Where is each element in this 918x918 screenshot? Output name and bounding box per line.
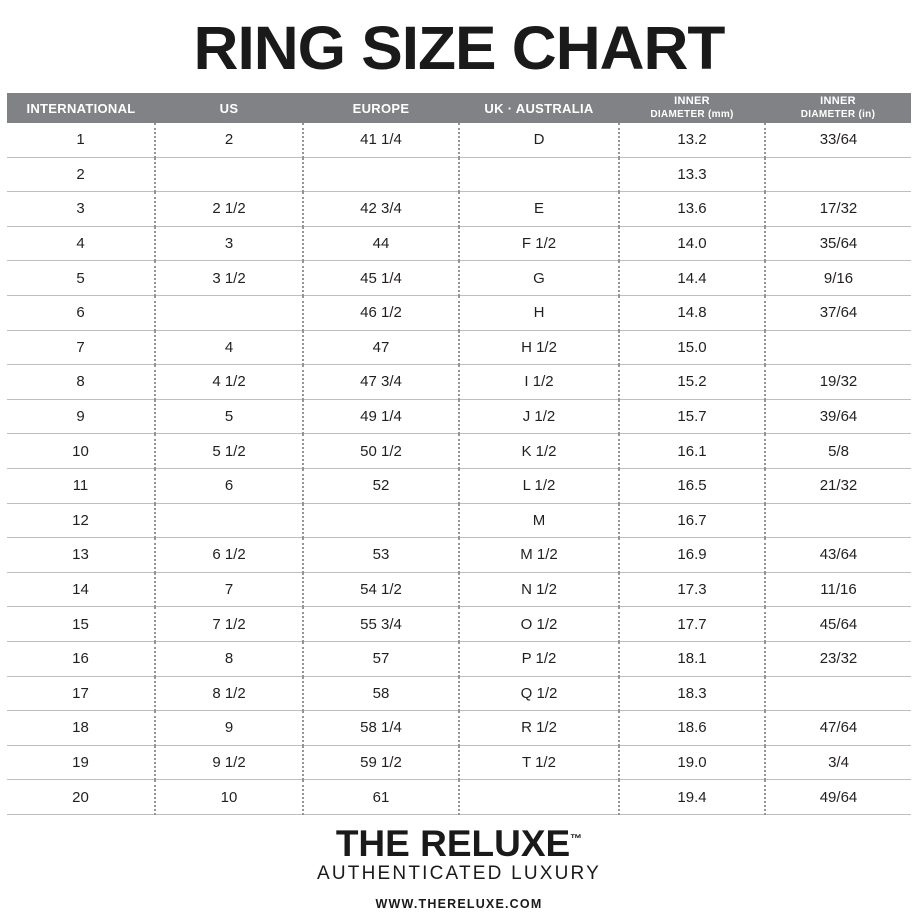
cell-inner-diameter-in: 9/16	[765, 261, 911, 296]
cell-international: 15	[7, 607, 155, 642]
column-header-inner-diameter-in-line1: INNER	[820, 95, 856, 108]
cell-inner-diameter-in: 49/64	[765, 780, 911, 815]
cell-inner-diameter-in: 21/32	[765, 468, 911, 503]
cell-inner-diameter-in: 45/64	[765, 607, 911, 642]
cell-international: 1	[7, 123, 155, 157]
table-row	[7, 330, 911, 365]
brand-url: WWW.THERELUXE.COM	[375, 896, 543, 911]
cell-inner-diameter-mm: 18.6	[619, 711, 765, 746]
cell-inner-diameter-in: 17/32	[765, 192, 911, 227]
cell-inner-diameter-in: 39/64	[765, 399, 911, 434]
table-row	[7, 399, 911, 434]
cell-uk-australia: P 1/2	[459, 641, 619, 676]
table-row	[7, 711, 911, 746]
cell-uk-australia: G	[459, 261, 619, 296]
table-header	[7, 93, 911, 123]
table-row	[7, 780, 911, 815]
table-row	[7, 607, 911, 642]
cell-inner-diameter-in: 47/64	[765, 711, 911, 746]
cell-inner-diameter-in: 11/16	[765, 572, 911, 607]
cell-us: 2 1/2	[155, 192, 303, 227]
cell-inner-diameter-mm: 16.5	[619, 468, 765, 503]
cell-us	[155, 157, 303, 192]
cell-international: 7	[7, 330, 155, 365]
cell-international: 14	[7, 572, 155, 607]
cell-inner-diameter-mm: 19.4	[619, 780, 765, 815]
cell-inner-diameter-mm: 14.0	[619, 226, 765, 261]
cell-us: 6 1/2	[155, 538, 303, 573]
cell-europe: 59 1/2	[303, 745, 459, 780]
cell-europe: 47	[303, 330, 459, 365]
trademark-symbol: ™	[570, 831, 583, 846]
cell-europe: 49 1/4	[303, 399, 459, 434]
cell-inner-diameter-mm: 16.9	[619, 538, 765, 573]
cell-international: 10	[7, 434, 155, 469]
table-row	[7, 295, 911, 330]
cell-uk-australia: H 1/2	[459, 330, 619, 365]
cell-us: 10	[155, 780, 303, 815]
cell-us: 4 1/2	[155, 365, 303, 400]
cell-inner-diameter-in: 35/64	[765, 226, 911, 261]
cell-inner-diameter-in: 19/32	[765, 365, 911, 400]
cell-inner-diameter-mm: 13.6	[619, 192, 765, 227]
cell-inner-diameter-mm: 13.2	[619, 123, 765, 157]
cell-europe: 57	[303, 641, 459, 676]
cell-international: 4	[7, 226, 155, 261]
cell-inner-diameter-mm: 14.4	[619, 261, 765, 296]
cell-inner-diameter-mm: 18.1	[619, 641, 765, 676]
cell-international: 17	[7, 676, 155, 711]
column-header-europe: EUROPE	[303, 93, 459, 123]
column-header-inner-diameter-mm-line2: DIAMETER (mm)	[650, 109, 734, 120]
table-body	[7, 123, 911, 814]
column-header-uk-australia: UK · AUSTRALIA	[459, 93, 619, 123]
cell-us: 5 1/2	[155, 434, 303, 469]
cell-us	[155, 503, 303, 538]
table-row	[7, 434, 911, 469]
table-row	[7, 745, 911, 780]
cell-international: 3	[7, 192, 155, 227]
cell-us: 3 1/2	[155, 261, 303, 296]
cell-uk-australia: M	[459, 503, 619, 538]
cell-international: 18	[7, 711, 155, 746]
cell-inner-diameter-in: 33/64	[765, 123, 911, 157]
cell-inner-diameter-in: 5/8	[765, 434, 911, 469]
column-header-international: INTERNATIONAL	[7, 93, 155, 123]
cell-europe: 55 3/4	[303, 607, 459, 642]
cell-uk-australia: F 1/2	[459, 226, 619, 261]
cell-us	[155, 295, 303, 330]
cell-inner-diameter-mm: 13.3	[619, 157, 765, 192]
table-row	[7, 157, 911, 192]
cell-international: 8	[7, 365, 155, 400]
cell-uk-australia: J 1/2	[459, 399, 619, 434]
cell-uk-australia: K 1/2	[459, 434, 619, 469]
cell-international: 20	[7, 780, 155, 815]
cell-uk-australia: N 1/2	[459, 572, 619, 607]
cell-europe: 50 1/2	[303, 434, 459, 469]
cell-europe: 44	[303, 226, 459, 261]
cell-europe: 54 1/2	[303, 572, 459, 607]
table-row	[7, 261, 911, 296]
cell-us: 7 1/2	[155, 607, 303, 642]
cell-international: 6	[7, 295, 155, 330]
cell-us: 6	[155, 468, 303, 503]
cell-us: 3	[155, 226, 303, 261]
cell-europe: 46 1/2	[303, 295, 459, 330]
cell-us: 5	[155, 399, 303, 434]
table-row	[7, 572, 911, 607]
cell-inner-diameter-mm: 15.2	[619, 365, 765, 400]
column-header-inner-diameter-mm	[619, 93, 765, 123]
cell-international: 11	[7, 468, 155, 503]
cell-international: 16	[7, 641, 155, 676]
cell-europe: 41 1/4	[303, 123, 459, 157]
cell-us: 4	[155, 330, 303, 365]
cell-inner-diameter-mm: 16.7	[619, 503, 765, 538]
cell-inner-diameter-in: 43/64	[765, 538, 911, 573]
cell-inner-diameter-mm: 17.7	[619, 607, 765, 642]
cell-international: 9	[7, 399, 155, 434]
cell-us: 7	[155, 572, 303, 607]
cell-international: 12	[7, 503, 155, 538]
cell-us: 8	[155, 641, 303, 676]
cell-inner-diameter-in	[765, 676, 911, 711]
cell-uk-australia: M 1/2	[459, 538, 619, 573]
brand-name	[335, 822, 583, 864]
cell-inner-diameter-in	[765, 157, 911, 192]
cell-us: 8 1/2	[155, 676, 303, 711]
cell-inner-diameter-mm: 14.8	[619, 295, 765, 330]
ring-size-table	[7, 93, 911, 815]
cell-uk-australia: R 1/2	[459, 711, 619, 746]
table-row	[7, 468, 911, 503]
table-header-row	[7, 93, 911, 123]
cell-inner-diameter-mm: 15.0	[619, 330, 765, 365]
table-row	[7, 123, 911, 157]
cell-europe: 47 3/4	[303, 365, 459, 400]
cell-us: 9 1/2	[155, 745, 303, 780]
cell-uk-australia: H	[459, 295, 619, 330]
cell-europe: 61	[303, 780, 459, 815]
table-row	[7, 538, 911, 573]
cell-uk-australia: E	[459, 192, 619, 227]
cell-europe: 58	[303, 676, 459, 711]
cell-international: 5	[7, 261, 155, 296]
column-header-inner-diameter-in	[765, 93, 911, 123]
cell-uk-australia: L 1/2	[459, 468, 619, 503]
cell-europe: 52	[303, 468, 459, 503]
page-title: RING SIZE CHART	[193, 14, 725, 82]
cell-europe	[303, 157, 459, 192]
table-row	[7, 503, 911, 538]
column-header-inner-diameter-in-line2: DIAMETER (in)	[800, 109, 876, 120]
cell-inner-diameter-mm: 16.1	[619, 434, 765, 469]
cell-international: 19	[7, 745, 155, 780]
cell-uk-australia: D	[459, 123, 619, 157]
cell-europe: 58 1/4	[303, 711, 459, 746]
cell-inner-diameter-mm: 18.3	[619, 676, 765, 711]
column-header-us: US	[155, 93, 303, 123]
column-header-inner-diameter-mm-line1: INNER	[674, 95, 710, 108]
cell-europe	[303, 503, 459, 538]
cell-international: 2	[7, 157, 155, 192]
cell-uk-australia: T 1/2	[459, 745, 619, 780]
brand-tagline: AUTHENTICATED LUXURY	[317, 862, 601, 884]
cell-inner-diameter-mm: 17.3	[619, 572, 765, 607]
table-row	[7, 676, 911, 711]
cell-inner-diameter-mm: 19.0	[619, 745, 765, 780]
footer	[0, 822, 918, 911]
table-row	[7, 365, 911, 400]
cell-uk-australia: I 1/2	[459, 365, 619, 400]
cell-uk-australia	[459, 157, 619, 192]
cell-inner-diameter-in	[765, 330, 911, 365]
cell-inner-diameter-mm: 15.7	[619, 399, 765, 434]
cell-uk-australia: O 1/2	[459, 607, 619, 642]
cell-europe: 42 3/4	[303, 192, 459, 227]
cell-uk-australia	[459, 780, 619, 815]
cell-europe: 45 1/4	[303, 261, 459, 296]
cell-inner-diameter-in	[765, 503, 911, 538]
table-row	[7, 192, 911, 227]
cell-us: 2	[155, 123, 303, 157]
cell-inner-diameter-in: 23/32	[765, 641, 911, 676]
cell-uk-australia: Q 1/2	[459, 676, 619, 711]
table-row	[7, 226, 911, 261]
cell-europe: 53	[303, 538, 459, 573]
cell-us: 9	[155, 711, 303, 746]
cell-international: 13	[7, 538, 155, 573]
brand-text: THE RELUXE	[335, 822, 571, 864]
table-row	[7, 641, 911, 676]
cell-inner-diameter-in: 3/4	[765, 745, 911, 780]
cell-inner-diameter-in: 37/64	[765, 295, 911, 330]
